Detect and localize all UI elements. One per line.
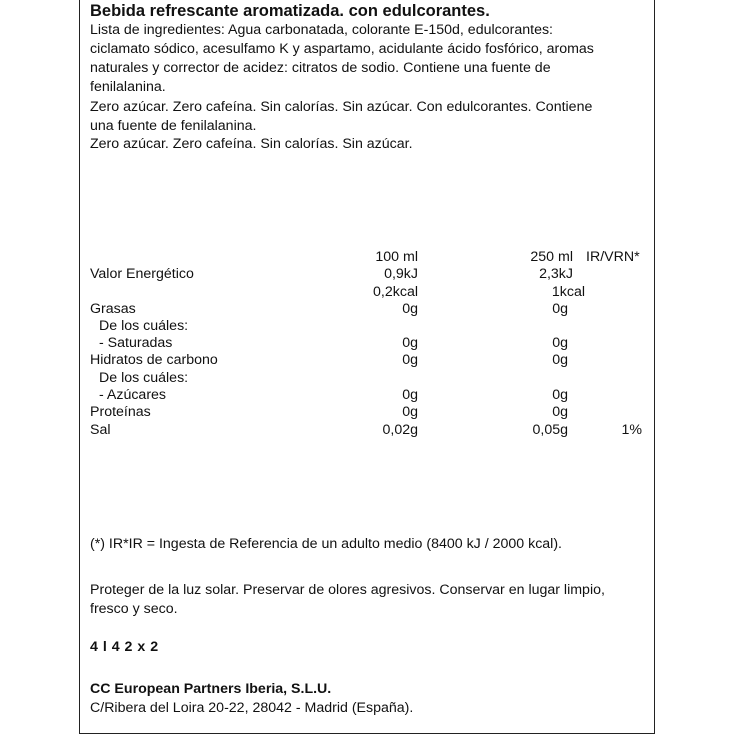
- nutrient-label: Hidratos de carbono: [90, 352, 218, 368]
- value-100ml: 0g: [402, 352, 418, 368]
- value-250ml: 2,3kJ: [539, 266, 573, 282]
- ingredients-line: fenilalanina.: [90, 79, 166, 95]
- claims-short: Zero azúcar. Zero cafeína. Sin calorías. Sin azúcar.: [90, 136, 413, 152]
- nutrient-sublabel: De los cuáles:: [99, 318, 189, 334]
- company-name: CC European Partners Iberia, S.L.U.: [90, 681, 332, 697]
- value-250ml: 0g: [552, 387, 568, 403]
- storage-line: fresco y seco.: [90, 601, 178, 617]
- pack-code: 4 l 4 2 x 2: [90, 639, 159, 655]
- value-100ml: 0,02g: [382, 422, 418, 438]
- nutrient-label: Grasas: [90, 301, 136, 317]
- ingredients-line: ciclamato sódico, acesulfamo K y aspartamo, acidulante ácido fosfórico, aromas: [90, 41, 594, 57]
- header-250ml: 250 ml: [530, 249, 573, 265]
- value-100ml: 0g: [402, 301, 418, 317]
- nutrient-label: - Saturadas: [99, 335, 173, 351]
- nutrient-label: Proteínas: [90, 404, 151, 420]
- value-ir: 1%: [621, 422, 642, 438]
- value-250ml: 0g: [552, 335, 568, 351]
- value-100ml: 0g: [402, 335, 418, 351]
- nutrient-label: Sal: [90, 422, 111, 438]
- value-250ml: 0g: [552, 352, 568, 368]
- value-100ml: 0g: [402, 387, 418, 403]
- storage-line: Proteger de la luz solar. Preservar de olores agresivos. Conservar en lugar limpio,: [90, 582, 605, 598]
- value-100ml: 0,9kJ: [384, 266, 418, 282]
- nutrition-label-panel: [79, 0, 655, 734]
- value-250ml: 0g: [552, 404, 568, 420]
- value-100ml: 0g: [402, 404, 418, 420]
- claims-line: una fuente de fenilalanina.: [90, 118, 257, 134]
- header-ir-vrn: IR/VRN*: [586, 249, 640, 265]
- company-address: C/Ribera del Loira 20-22, 28042 - Madrid (España).: [90, 700, 414, 716]
- value-250ml: 1kcal: [551, 284, 585, 300]
- header-100ml: 100 ml: [375, 249, 418, 265]
- value-100ml: 0,2kcal: [373, 284, 418, 300]
- nutrient-label: - Azúcares: [99, 387, 167, 403]
- ingredients-line: naturales y corrector de acidez: citratos de sodio. Contiene una fuente de: [90, 60, 551, 76]
- claims-line: Zero azúcar. Zero cafeína. Sin calorías. Sin azúcar. Con edulcorantes. Contiene: [90, 99, 593, 115]
- nutrient-label: Valor Energético: [90, 266, 194, 282]
- product-title: Bebida refrescante aromatizada. con edulcorantes.: [90, 2, 490, 20]
- footnote: (*) IR*IR = Ingesta de Referencia de un adulto medio (8400 kJ / 2000 kcal).: [90, 536, 562, 552]
- value-250ml: 0,05g: [532, 422, 568, 438]
- ingredients-line: Lista de ingredientes: Agua carbonatada, colorante E-150d, edulcorantes:: [90, 22, 553, 38]
- nutrient-sublabel: De los cuáles:: [99, 370, 189, 386]
- value-250ml: 0g: [552, 301, 568, 317]
